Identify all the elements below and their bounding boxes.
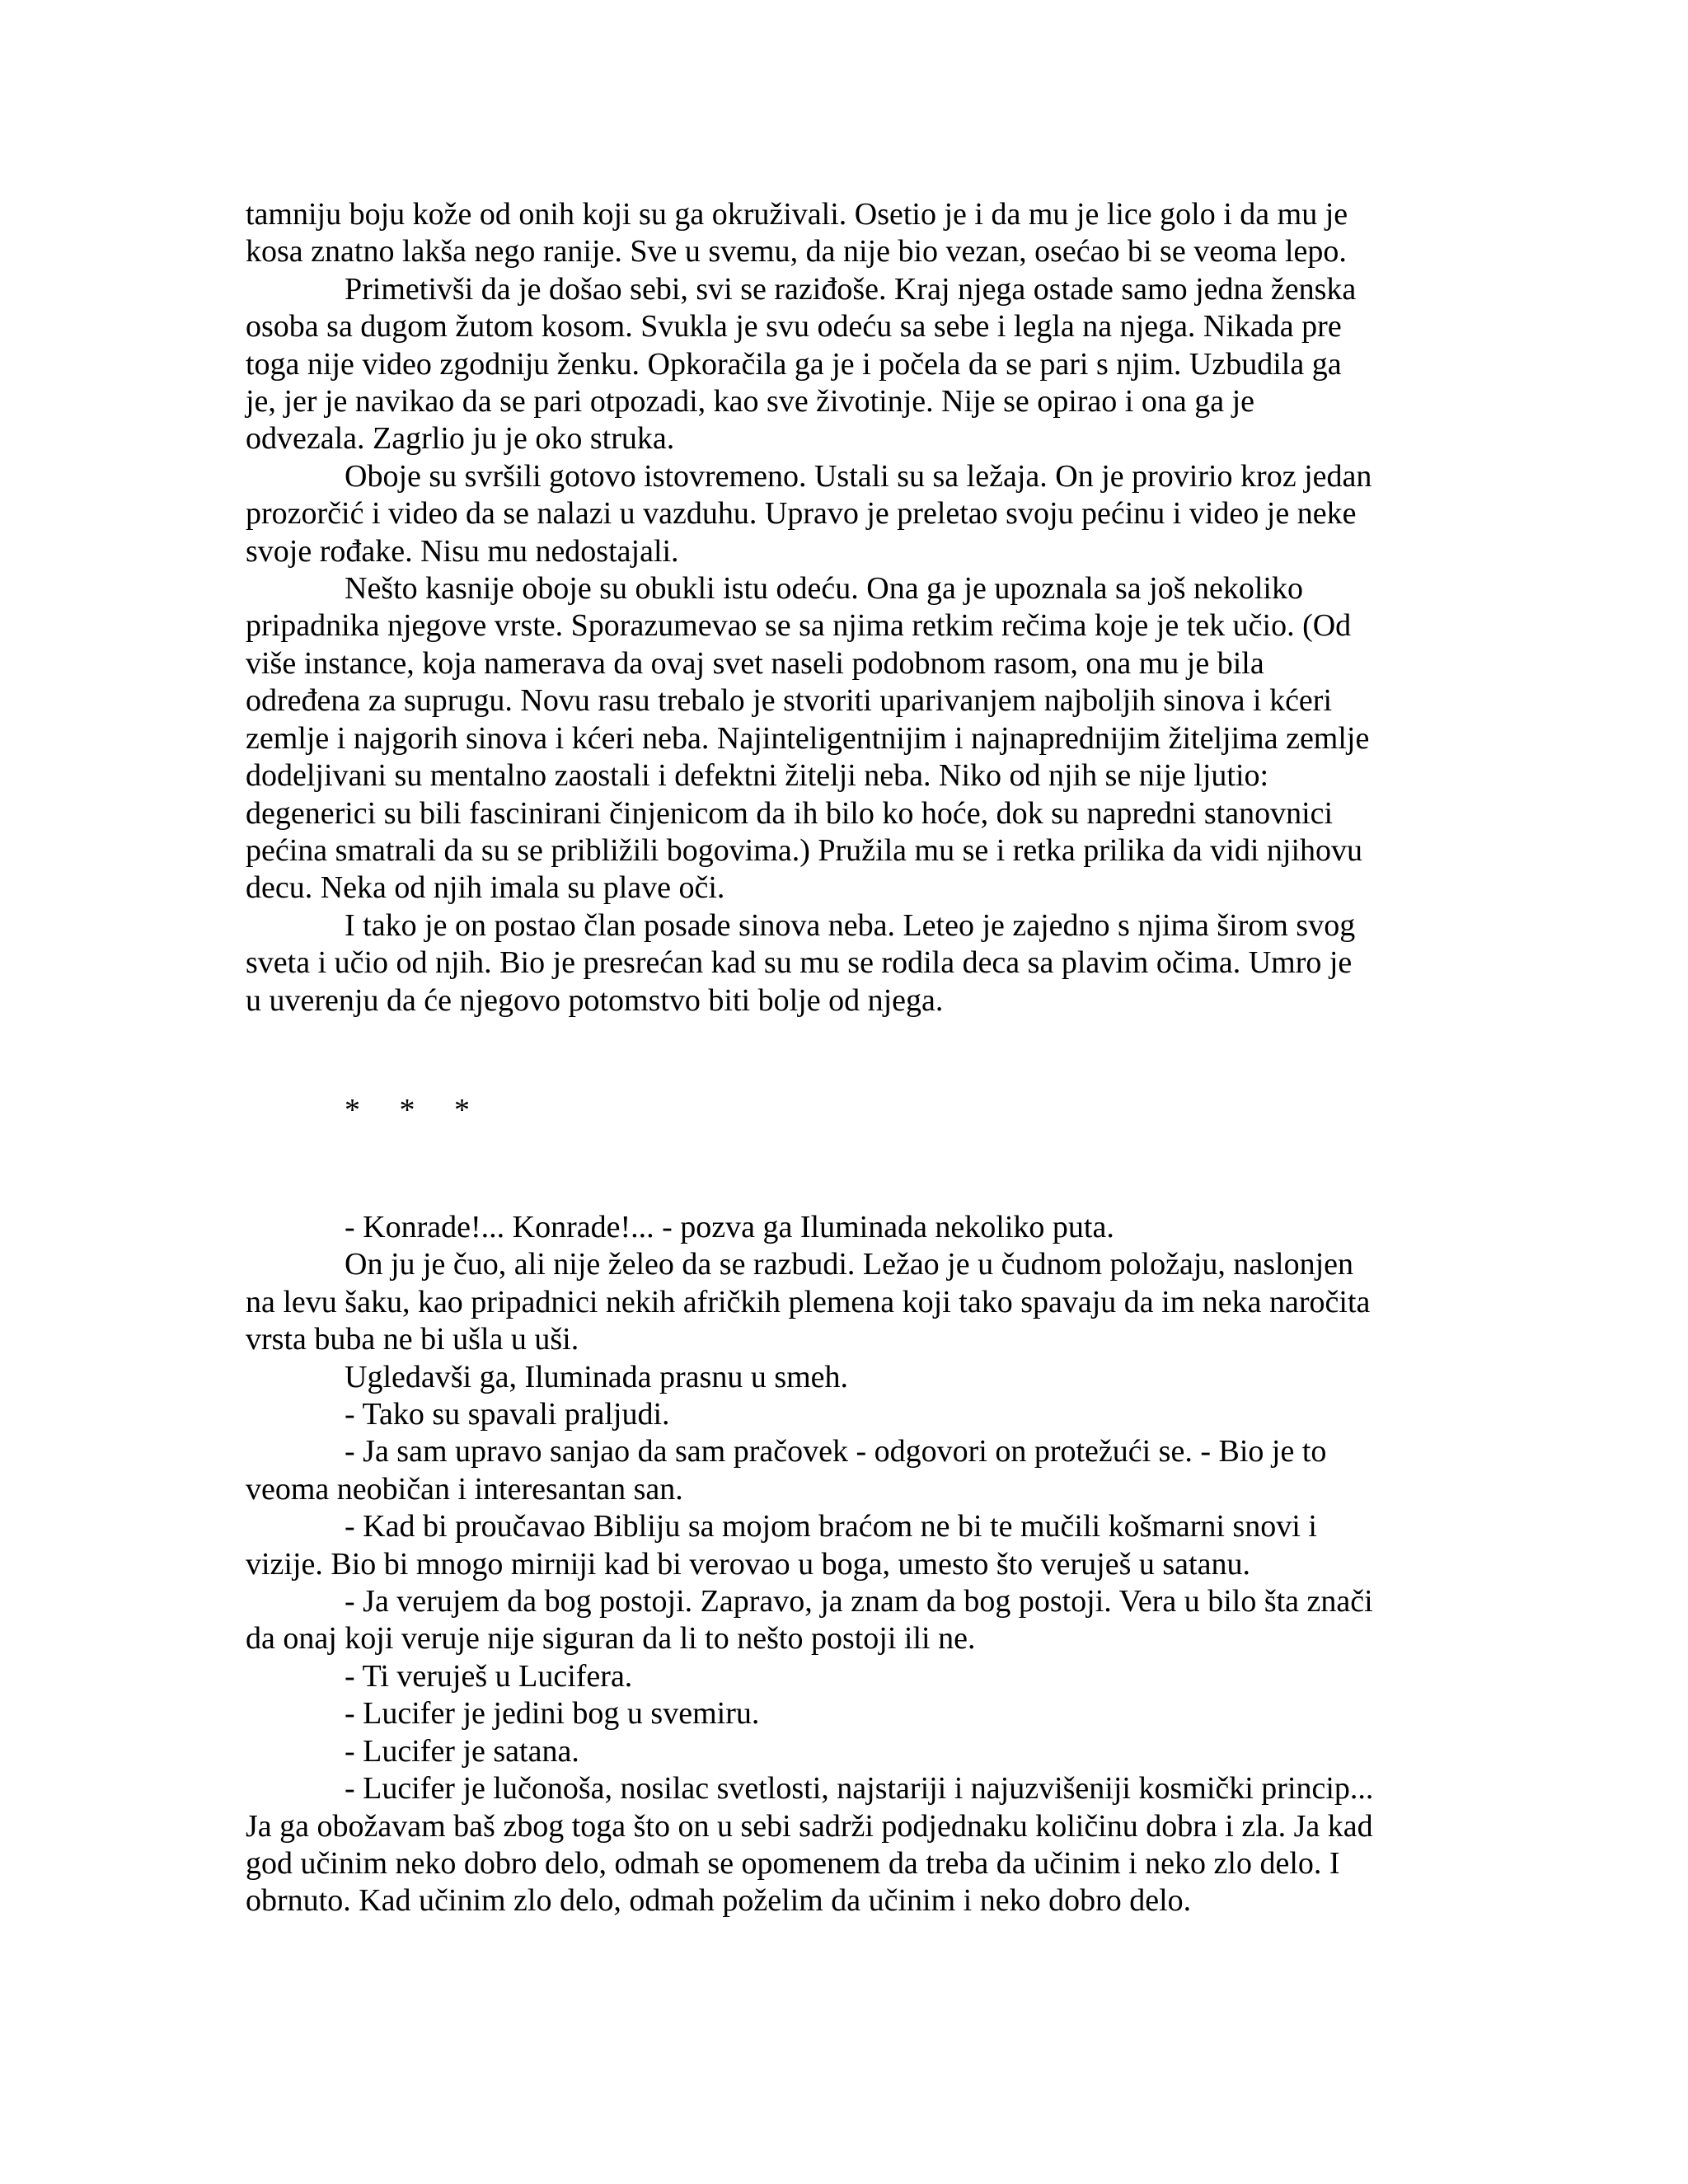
text-line: tamniju boju kože od onih koji su ga okruživali. Osetio je i da mu je lice golo i da mu je bbox=[246, 197, 1348, 232]
text-line: zemlje i najgorih sinova i kćeri neba. Najinteligentnijim i najnaprednijim žiteljima zemlje bbox=[246, 720, 1370, 756]
text-line: veoma neobičan i interesantan san. bbox=[246, 1471, 683, 1507]
text-line: - Konrade!... Konrade!... - pozva ga Iluminada nekoliko puta. bbox=[345, 1210, 1114, 1244]
text-line: Ugledavši ga, Iluminada prasnu u smeh. bbox=[345, 1359, 849, 1394]
text-line: da onaj koji veruje nije siguran da li to nešto postoji ili ne. bbox=[246, 1621, 976, 1657]
text-line: je, jer je navikao da se pari otpozadi, kao sve životinje. Nije se opirao i ona ga je bbox=[246, 384, 1255, 419]
text-line: - Lucifer je lučonoša, nosilac svetlosti, najstariji i najuzvišeniji kosmički princip... bbox=[345, 1771, 1374, 1807]
text-line: Oboje su svršili gotovo istovremeno. Ustali su sa ležaja. On je provirio kroz jedan bbox=[345, 458, 1372, 494]
text-line: više instance, koja namerava da ovaj svet naseli podobnom rasom, ona mu je bila bbox=[246, 645, 1264, 681]
dialogue-section-2 bbox=[246, 1209, 1465, 1920]
text-line: na levu šaku, kao pripadnici nekih afričkih plemena koji tako spavaju da im neka naročita bbox=[246, 1284, 1371, 1319]
text-line: pećina smatrali da su se približili bogovima.) Pružila mu se i retka prilika da vidi njihovu bbox=[246, 832, 1363, 868]
text-line: osoba sa dugom žutom kosom. Svukla je svu odeću sa sebe i legla na njega. Nikada pre bbox=[246, 309, 1342, 344]
text-line: god učinim neko dobro delo, odmah se opomenem da treba da učinim i neko zlo delo. I bbox=[246, 1845, 1340, 1881]
narrative-section-1 bbox=[246, 196, 1465, 1019]
text-line: Ja ga obožavam baš zbog toga što on u sebi sadrži podjednaku količinu dobra i zla. Ja kad bbox=[246, 1808, 1373, 1844]
text-line: kosa znatno lakša nego ranije. Sve u svemu, da nije bio vezan, osećao bi se veoma lepo. bbox=[246, 234, 1347, 269]
text-line: - Kad bi proučavao Bibliju sa mojom braćom ne bi te mučili košmarni snovi i bbox=[345, 1509, 1317, 1544]
text-line: - Lucifer je satana. bbox=[345, 1733, 579, 1769]
text-line: odvezala. Zagrlio ju je oko struka. bbox=[246, 421, 675, 457]
text-line: - Lucifer je jedini bog u svemiru. bbox=[345, 1696, 760, 1732]
text-line: - Ja verujem da bog postoji. Zapravo, ja znam da bog postoji. Vera u bilo šta znači bbox=[345, 1584, 1373, 1619]
text-line: vizije. Bio bi mnogo mirniji kad bi verovao u boga, umesto što veruješ u satanu. bbox=[246, 1546, 1250, 1582]
text-line: - Ti veruješ u Lucifera. bbox=[345, 1658, 633, 1694]
text-line: Nešto kasnije oboje su obukli istu odeću. Ona ga je upoznala sa još nekoliko bbox=[345, 571, 1303, 607]
text-line: sveta i učio od njih. Bio je presrećan kad su mu se rodila deca sa plavim očima. Umro je bbox=[246, 945, 1353, 981]
text-line: On ju je čuo, ali nije želeo da se razbudi. Ležao je u čudnom položaju, naslonjen bbox=[345, 1247, 1354, 1282]
text-line: I tako je on postao član posade sinova neba. Leteo je zajedno s njima širom svog bbox=[345, 907, 1356, 943]
text-line: Primetivši da je došao sebi, svi se raziđoše. Kraj njega ostade samo jedna ženska bbox=[345, 271, 1357, 307]
text-line: određena za suprugu. Novu rasu trebalo je stvoriti uparivanjem najboljih sinova i kćeri bbox=[246, 683, 1333, 719]
text-line: dodeljivani su mentalno zaostali i defektni žitelji neba. Niko od njih se nije ljutio: bbox=[246, 758, 1269, 794]
text-line: - Ja sam upravo sanjao da sam pračovek - odgovori on protežući se. - Bio je to bbox=[345, 1434, 1327, 1469]
text-line: obrnuto. Kad učinim zlo delo, odmah poželim da učinim i neko dobro delo. bbox=[246, 1883, 1192, 1919]
text-line: vrsta buba ne bi ušla u uši. bbox=[246, 1322, 579, 1357]
text-line: - Tako su spavali praljudi. bbox=[345, 1397, 670, 1432]
text-line: prozorčić i video da se nalazi u vazduhu. Upravo je preletao svoju pećinu i video je neke bbox=[246, 496, 1357, 532]
text-line: decu. Neka od njih imala su plave oči. bbox=[246, 870, 725, 906]
text-line: svoje rođake. Nisu mu nedostajali. bbox=[246, 533, 679, 569]
text-line: pripadnika njegove vrste. Sporazumevao se sa njima retkim rečima koje je tek učio. (Od bbox=[246, 608, 1352, 644]
text-line: degenerici su bili fascinirani činjenicom da ih bilo ko hoće, dok su napredni stanovnici bbox=[246, 795, 1334, 831]
text-line: toga nije video zgodniju ženku. Opkoračila ga je i počela da se pari s njim. Uzbudila ga bbox=[246, 346, 1342, 382]
text-line: u uverenju da će njegovo potomstvo biti bolje od njega. bbox=[246, 982, 944, 1018]
section-separator: * * * bbox=[345, 1093, 470, 1127]
